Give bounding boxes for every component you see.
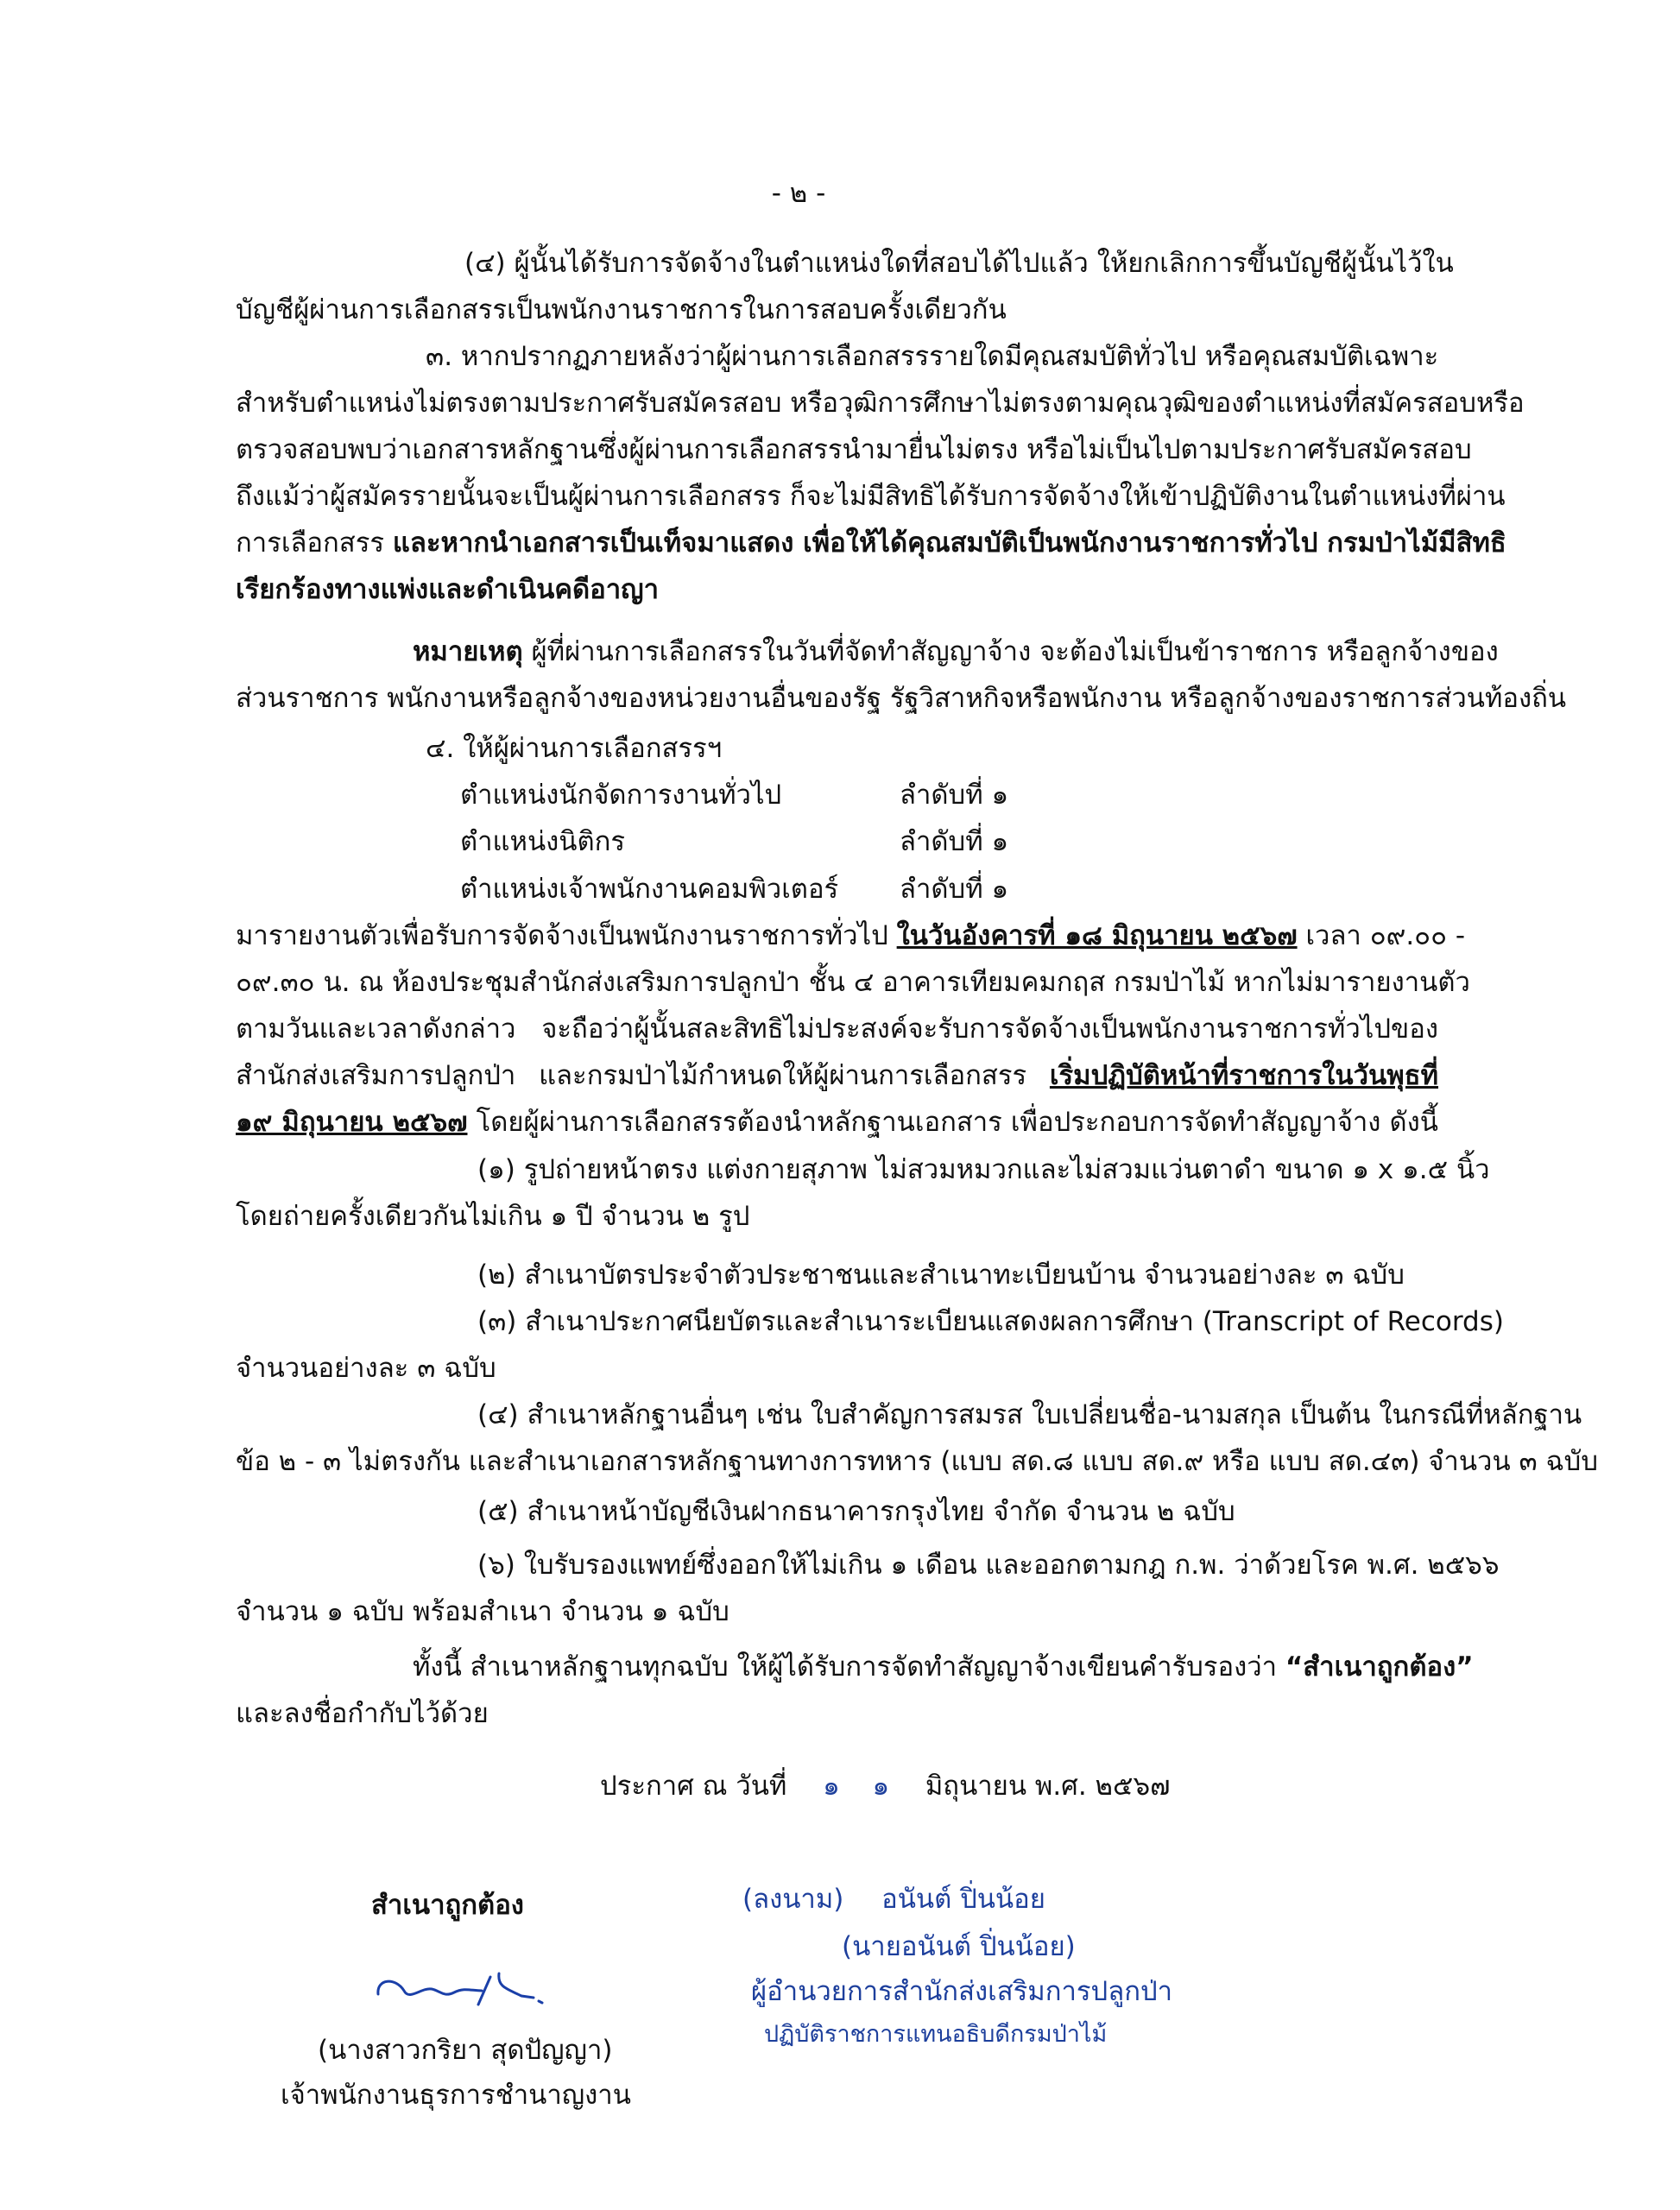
start-date: ๑๙ มิถุนายน ๒๕๖๗ — [236, 1107, 468, 1138]
para-line — [236, 1052, 1438, 1099]
note-label: หมายเหตุ — [413, 636, 523, 667]
doc-item: (๕) สำเนาหน้าบัญชีเงินฝากธนาคารกรุงไทย จำกัด จำนวน ๒ ฉบับ — [477, 1496, 1235, 1527]
position-rank: ลำดับที่ ๑ — [900, 780, 1009, 811]
section-heading: ๔. ให้ผู้ผ่านการเลือกสรรฯ — [426, 733, 723, 764]
certify-name: (นางสาวกริยา สุดปัญญา) — [318, 2035, 613, 2066]
para-line: ตรวจสอบพบว่าเอกสารหลักฐานซึ่งผู้ผ่านการเลือกสรรนำมายื่นไม่ตรง หรือไม่เป็นไปตามประกาศรับสมัครสอบ — [236, 434, 1472, 465]
text-span: โดยผู้ผ่านการเลือกสรรต้องนำหลักฐานเอกสาร เพื่อประกอบการจัดทำสัญญาจ้าง ดังนี้ — [476, 1107, 1438, 1138]
signer-full-name: (นายอนันต์ ปิ่นน้อย) — [842, 1931, 1076, 1962]
certify-title: สำเนาถูกต้อง — [371, 1890, 524, 1921]
doc-item: จำนวนอย่างละ ๓ ฉบับ — [236, 1353, 496, 1384]
bold-warning: และหากนำเอกสารเป็นเท็จมาแสดง เพื่อให้ได้คุณสมบัติเป็นพนักงานราชการทั่วไป กรมป่าไม้มีสิทธิ — [392, 527, 1506, 559]
announce-date — [600, 1763, 1170, 1809]
position-title: ตำแหน่งเจ้าพนักงานคอมพิวเตอร์ — [460, 874, 839, 905]
report-date: ในวันอังคารที่ ๑๘ มิถุนายน ๒๕๖๗ — [896, 920, 1298, 951]
signer-acting: ปฏิบัติราชการแทนอธิบดีกรมป่าไม้ — [764, 2021, 1108, 2048]
position-rank: ลำดับที่ ๑ — [900, 874, 1009, 905]
text-span: ผู้ที่ผ่านการเลือกสรรในวันที่จัดทำสัญญาจ้าง จะต้องไม่เป็นข้าราชการ หรือลูกจ้างของ — [531, 636, 1499, 667]
para-line — [413, 1644, 1474, 1690]
announce-prefix: ประกาศ ณ วันที่ — [600, 1771, 787, 1802]
position-rank: ลำดับที่ ๑ — [900, 826, 1009, 857]
para-line: ถึงแม้ว่าผู้สมัครรายนั้นจะเป็นผู้ผ่านการเลือกสรร ก็จะไม่มีสิทธิได้รับการจัดจ้างให้เข้าปฏิบัติงานในตำแหน่งที่ผ่าน — [236, 481, 1506, 512]
signer-line — [742, 1878, 1045, 1921]
para-line: ๓. หากปรากฏภายหลังว่าผู้ผ่านการเลือกสรรรายใดมีคุณสมบัติทั่วไป หรือคุณสมบัติเฉพาะ — [426, 341, 1439, 372]
para-line: (๔) ผู้นั้นได้รับการจัดจ้างในตำแหน่งใดที่สอบได้ไปแล้ว ให้ยกเลิกการขึ้นบัญชีผู้นั้นไว้ใน — [464, 248, 1454, 279]
para-line — [236, 520, 1506, 566]
para-line: ตามวันและเวลาดังกล่าว จะถือว่าผู้นั้นสละสิทธิไม่ประสงค์จะรับการจัดจ้างเป็นพนักงานราชการทั่วไปของ — [236, 1013, 1438, 1045]
doc-item: (๖) ใบรับรองแพทย์ซึ่งออกให้ไม่เกิน ๑ เดือน และออกตามกฎ ก.พ. ว่าด้วยโรค พ.ศ. ๒๕๖๖ — [477, 1550, 1500, 1581]
page-number: - ๒ - — [771, 178, 826, 209]
doc-item: จำนวน ๑ ฉบับ พร้อมสำเนา จำนวน ๑ ฉบับ — [236, 1596, 729, 1627]
text-span: ทั้งนี้ สำเนาหลักฐานทุกฉบับ ให้ผู้ได้รับการจัดทำสัญญาจ้างเขียนคำรับรองว่า — [413, 1651, 1278, 1683]
para-line: และลงชื่อกำกับไว้ด้วย — [236, 1698, 489, 1729]
doc-item: (๒) สำเนาบัตรประจำตัวประชาชนและสำเนาทะเบียนบ้าน จำนวนอย่างละ ๓ ฉบับ — [477, 1260, 1405, 1291]
doc-item: ข้อ ๒ - ๓ ไม่ตรงกัน และสำเนาเอกสารหลักฐานทางการทหาร (แบบ สด.๘ แบบ สด.๙ หรือ แบบ สด.๔๓) จำนวน ๓ ฉบับ — [236, 1446, 1599, 1477]
position-title: ตำแหน่งนักจัดการงานทั่วไป — [460, 780, 782, 811]
certify-phrase: “สำเนาถูกต้อง” — [1285, 1651, 1474, 1683]
signer-position: ผู้อำนวยการสำนักส่งเสริมการปลูกป่า — [751, 1976, 1173, 2007]
para-line: บัญชีผู้ผ่านการเลือกสรรเป็นพนักงานราชการในการสอบครั้งเดียวกัน — [236, 294, 1007, 325]
para-line — [236, 912, 1466, 959]
note-line: ส่วนราชการ พนักงานหรือลูกจ้างของหน่วยงานอื่นของรัฐ รัฐวิสาหกิจหรือพนักงาน หรือลูกจ้างของราชการส่วนท้องถิ่น — [236, 683, 1567, 714]
bold-warning-line: เรียกร้องทางแพ่งและดำเนินคดีอาญา — [236, 574, 659, 605]
position-title: ตำแหน่งนิติกร — [460, 826, 626, 857]
text-span: มารายงานตัวเพื่อรับการจัดจ้างเป็นพนักงานราชการทั่วไป — [236, 920, 888, 951]
doc-item: (๓) สำเนาประกาศนียบัตรและสำเนาระเบียนแสดงผลการศึกษา (Transcript of Records) — [477, 1306, 1504, 1337]
announce-day: ๑ — [823, 1771, 840, 1802]
start-date: เริ่มปฏิบัติหน้าที่ราชการในวันพุธที่ — [1049, 1060, 1439, 1091]
sign-label: (ลงนาม) — [742, 1884, 844, 1915]
para-line — [236, 1099, 1438, 1146]
text-span: สำนักส่งเสริมการปลูกป่า และกรมป่าไม้กำหนดให้ผู้ผ่านการเลือกสรร — [236, 1060, 1027, 1091]
text-span: การเลือกสรร — [236, 527, 385, 559]
certify-signature — [369, 1953, 568, 2022]
doc-item: โดยถ่ายครั้งเดียวกันไม่เกิน ๑ ปี จำนวน ๒ รูป — [236, 1201, 750, 1232]
text-span: เวลา ๐๙.๐๐ - — [1305, 920, 1466, 951]
note-line — [413, 628, 1499, 675]
announce-suffix: มิถุนายน พ.ศ. ๒๕๖๗ — [925, 1771, 1171, 1802]
announce-day: ๑ — [872, 1771, 890, 1802]
doc-item: (๔) สำเนาหลักฐานอื่นๆ เช่น ใบสำคัญการสมรส ใบเปลี่ยนชื่อ-นามสกุล เป็นต้น ในกรณีที่หลักฐาน — [477, 1399, 1582, 1430]
certify-position: เจ้าพนักงานธุรการชำนาญงาน — [281, 2080, 631, 2111]
sign-name: อนันต์ ปิ่นน้อย — [881, 1884, 1045, 1915]
para-line: ๐๙.๓๐ น. ณ ห้องประชุมสำนักส่งเสริมการปลูกป่า ชั้น ๔ อาคารเทียมคมกฤส กรมป่าไม้ หากไม่มารายงานตัว — [236, 967, 1470, 998]
doc-item: (๑) รูปถ่ายหน้าตรง แต่งกายสุภาพ ไม่สวมหมวกและไม่สวมแว่นตาดำ ขนาด ๑ x ๑.๕ นิ้ว — [477, 1154, 1490, 1185]
para-line: สำหรับตำแหน่งไม่ตรงตามประกาศรับสมัครสอบ หรือวุฒิการศึกษาไม่ตรงตามคุณวุฒิของตำแหน่งที่สมัครสอบหรือ — [236, 388, 1525, 419]
